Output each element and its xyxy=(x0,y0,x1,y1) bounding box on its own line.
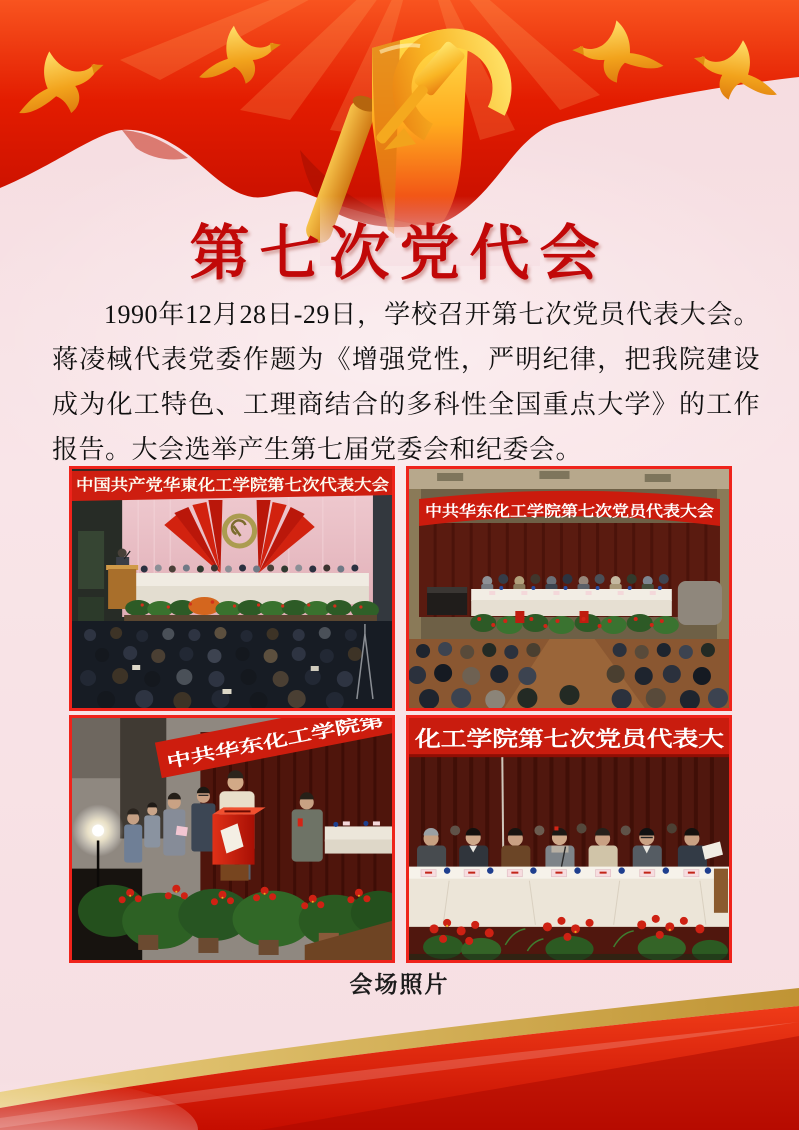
curtain-cord xyxy=(502,756,503,860)
photo2-banner-text: 中共华东化工学院第七次党员代表大会 xyxy=(425,503,714,520)
photo-ballot-voting xyxy=(69,715,395,963)
covered-equipment xyxy=(678,581,722,625)
photo-congress-hall xyxy=(406,466,732,711)
photo3-banner-text: 中共华东化工学院第 xyxy=(165,723,320,772)
pink-ballot-paper xyxy=(176,826,188,836)
photo4-banner xyxy=(409,718,729,757)
photo-grid xyxy=(69,466,732,963)
page-title: 第七次党代会 xyxy=(189,221,610,287)
intro-paragraph: 1990年12月28日-29日，学校召开第七次党员代表大会。蒋凌棫代表党委作题为《增强党性，严明纪律，把我院建设成为化工特色、工理商结合的多科性全国重点大学》的工作报告。大会选举产生第七届党委会和纪委会。 xyxy=(52,300,760,464)
presidium-table xyxy=(471,586,672,616)
photo1-banner-text: 中国共产党华東化工学院第七次代表大会 xyxy=(76,477,356,494)
footer-ribbon-art xyxy=(0,980,799,1130)
red-badge xyxy=(554,826,558,830)
photo4-banner-text: 化工学院第七次党员代表大 xyxy=(415,728,668,752)
photos-caption: 会场照片 xyxy=(349,971,450,997)
wooden-chair xyxy=(714,869,728,913)
photo-congress-stage-wide xyxy=(69,466,395,711)
red-delegate-badge xyxy=(298,818,303,826)
photo-presidium-closeup xyxy=(406,715,732,963)
audience xyxy=(72,621,392,708)
